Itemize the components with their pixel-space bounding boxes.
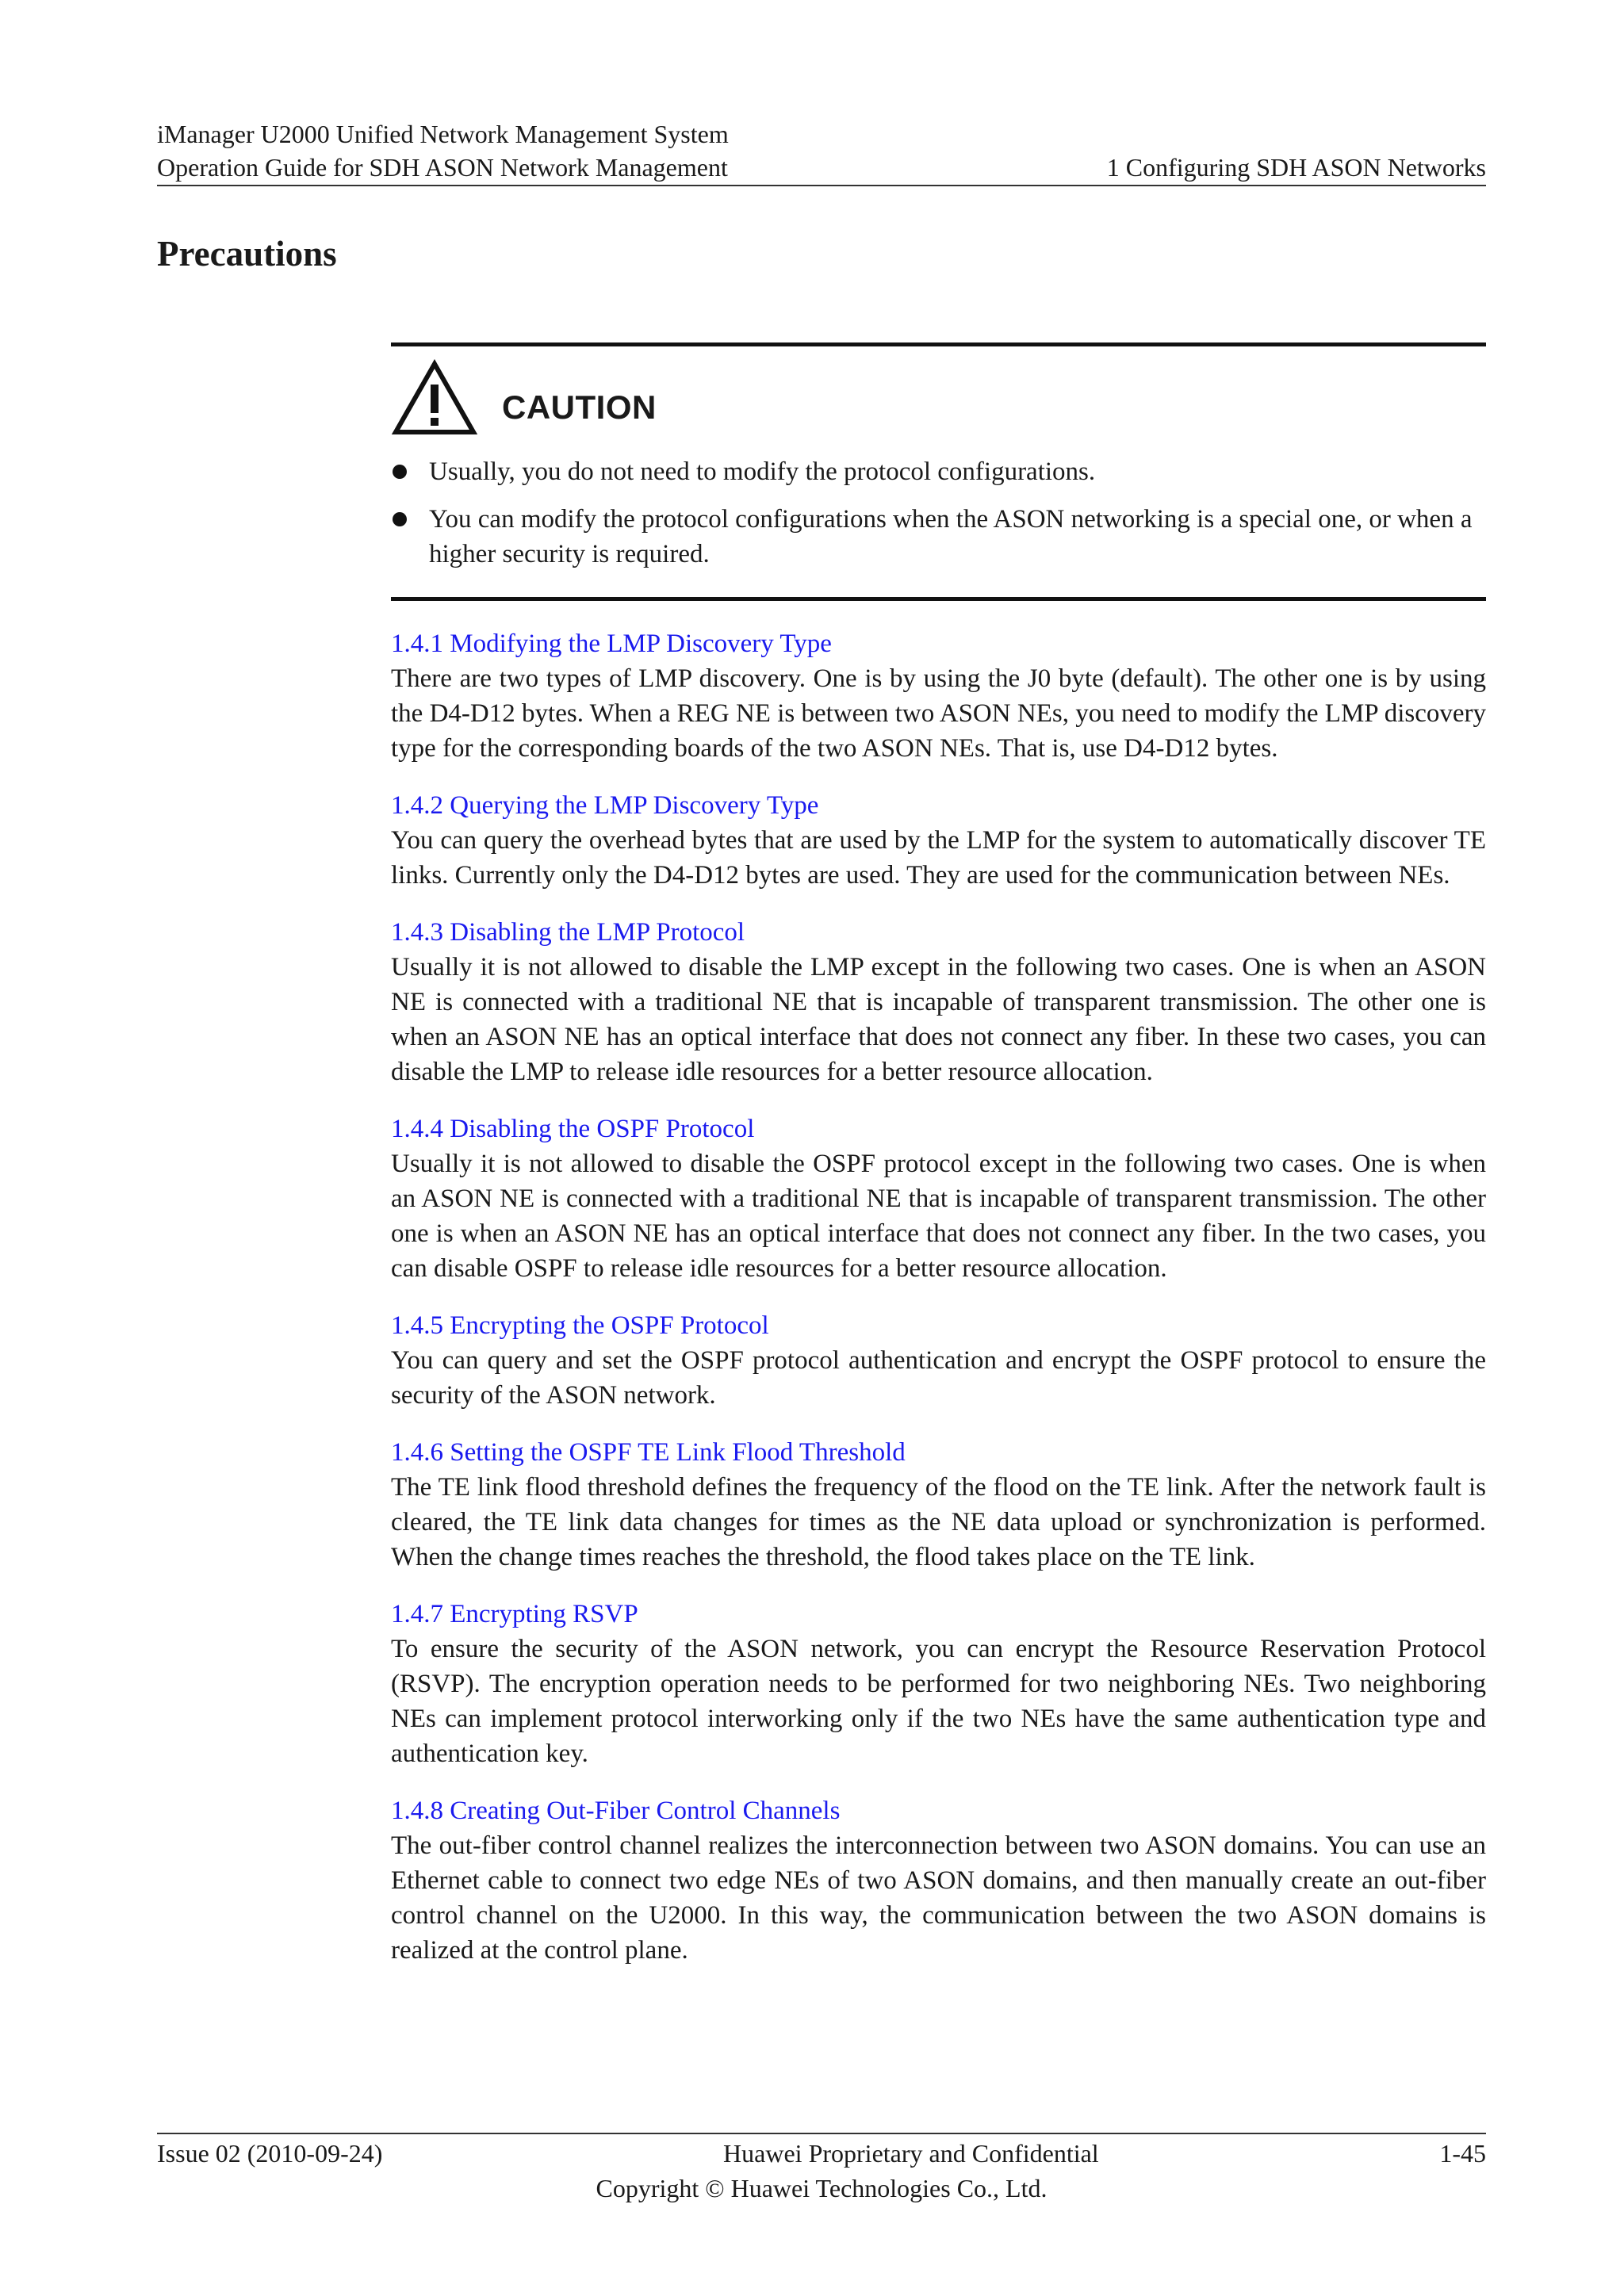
subsection — [391, 626, 1486, 766]
subsection-link[interactable]: 1.4.1 Modifying the LMP Discovery Type — [391, 629, 832, 658]
page-header — [157, 117, 1486, 184]
subsection-description: Usually it is not allowed to disable the OSPF protocol except in the following two cases. One is when an ASON NE is connected with a traditional NE that is incapable of transparent transmission. The other one is when an ASON NE has an optical interface that does not connect any fiber. In the two cases, you can disable OSPF to release idle resources for a better resource allocation. — [391, 1150, 1486, 1283]
header-divider — [157, 185, 1486, 186]
subsection-list — [391, 626, 1486, 1990]
subsection-link[interactable]: 1.4.4 Disabling the OSPF Protocol — [391, 1115, 755, 1143]
page-footer — [157, 2136, 1486, 2206]
warning-triangle-icon — [391, 359, 478, 437]
bullet-dot-icon — [393, 465, 407, 479]
caution-label: CAUTION — [502, 388, 657, 426]
subsection-link[interactable]: 1.4.7 Encrypting RSVP — [391, 1600, 638, 1628]
subsection — [391, 1597, 1486, 1771]
footer-row — [157, 2136, 1486, 2171]
subsection — [391, 1112, 1486, 1286]
chapter-name: 1 Configuring SDH ASON Networks — [1106, 153, 1486, 182]
subsection-link[interactable]: 1.4.2 Querying the LMP Discovery Type — [391, 791, 819, 820]
caution-bullet — [391, 454, 1486, 489]
caution-notice — [391, 342, 1486, 601]
subsection-link[interactable]: 1.4.3 Disabling the LMP Protocol — [391, 918, 745, 947]
subsection — [391, 1435, 1486, 1575]
bullet-dot-icon — [393, 512, 407, 526]
subsection-description: You can query the overhead bytes that are used by the LMP for the system to automatically discover TE links. Currently only the D4-D12 bytes are used. They are used for the communication between NEs. — [391, 826, 1486, 890]
caution-bullet-text: Usually, you do not need to modify the protocol configurations. — [429, 457, 1096, 486]
confidentiality-notice: Huawei Proprietary and Confidential — [723, 2139, 1099, 2168]
caution-bottom-rule — [391, 597, 1486, 601]
subsection — [391, 915, 1486, 1089]
guide-name: Operation Guide for SDH ASON Network Management — [157, 153, 728, 182]
subsection-description: Usually it is not allowed to disable the LMP except in the following two cases. One is when an ASON NE is connected with a traditional NE that is incapable of transparent transmission. The other one is when an ASON NE has an optical interface that does not connect any fiber. In these two cases, you can disable the LMP to release idle resources for a better resource allocation. — [391, 953, 1486, 1086]
issue-date: Issue 02 (2010-09-24) — [157, 2139, 383, 2168]
page-number: 1-45 — [1439, 2139, 1486, 2168]
subsection-link[interactable]: 1.4.5 Encrypting the OSPF Protocol — [391, 1311, 769, 1340]
subsection — [391, 788, 1486, 893]
copyright-notice: Copyright © Huawei Technologies Co., Ltd. — [596, 2174, 1048, 2202]
caution-top-rule — [391, 342, 1486, 346]
page-title: Precautions — [157, 234, 337, 274]
subsection-description: You can query and set the OSPF protocol authentication and encrypt the OSPF protocol to ensure the security of the ASON network. — [391, 1346, 1486, 1410]
caution-bullet — [391, 502, 1486, 572]
caution-bullet-text: You can modify the protocol configurations when the ASON networking is a special one, or when a higher security is required. — [429, 505, 1473, 568]
footer-divider — [157, 2133, 1486, 2134]
product-name: iManager U2000 Unified Network Management System — [157, 120, 729, 148]
header-line-2 — [157, 151, 1486, 184]
subsection-description: The TE link flood threshold defines the frequency of the flood on the TE link. After the network fault is cleared, the TE link data changes for times as the NE data upload or synchronization is performed. When the change times reaches the threshold, the flood takes place on the TE link. — [391, 1473, 1486, 1571]
caution-header — [391, 354, 1486, 442]
subsection-link[interactable]: 1.4.8 Creating Out-Fiber Control Channels — [391, 1797, 841, 1825]
subsection — [391, 1308, 1486, 1413]
subsection-description: There are two types of LMP discovery. One is by using the J0 byte (default). The other one is by using the D4-D12 bytes. When a REG NE is between two ASON NEs, you need to modify the LMP discovery type for the corresponding boards of the two ASON NEs. That is, use D4-D12 bytes. — [391, 664, 1486, 763]
subsection-description: To ensure the security of the ASON network, you can encrypt the Resource Reservation Protocol (RSVP). The encryption operation needs to be performed for two neighboring NEs. Two neighboring NEs can implement protocol interworking only if the two NEs have the same authentication type and authentication key. — [391, 1635, 1486, 1768]
subsection-link[interactable]: 1.4.6 Setting the OSPF TE Link Flood Threshold — [391, 1438, 906, 1467]
subsection — [391, 1793, 1486, 1968]
subsection-description: The out-fiber control channel realizes the interconnection between two ASON domains. You can use an Ethernet cable to connect two edge NEs of two ASON domains, and then manually create an out-fiber control channel on the U2000. In this way, the communication between the two ASON domains is realized at the control plane. — [391, 1831, 1486, 1965]
caution-bullet-list — [391, 454, 1486, 572]
